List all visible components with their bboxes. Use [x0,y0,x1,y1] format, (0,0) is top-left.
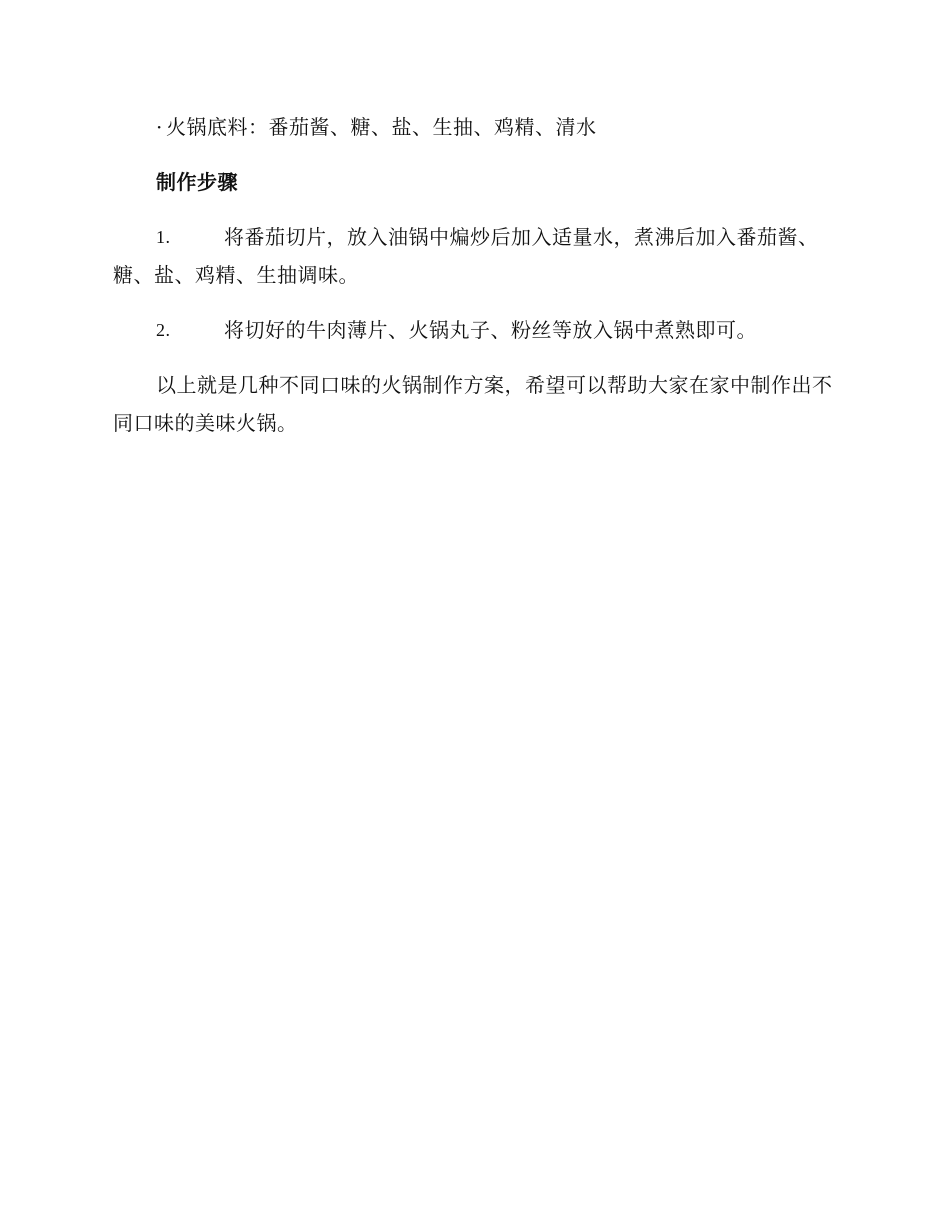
step-text: 将番茄切片，放入油锅中煸炒后加入适量水，煮沸后加入番茄酱、糖、盐、鸡精、生抽调味。 [113,225,819,287]
conclusion-paragraph: 以上就是几种不同口味的火锅制作方案，希望可以帮助大家在家中制作出不同口味的美味火锅。 [113,373,833,435]
step-item [113,218,833,294]
ingredient-text: 火锅底料：番茄酱、糖、盐、生抽、鸡精、清水 [166,115,597,139]
steps-heading: 制作步骤 [156,170,238,194]
step-number: 2. [156,320,171,340]
step-text: 将切好的牛肉薄片、火锅丸子、粉丝等放入锅中煮熟即可。 [224,318,757,342]
document-content [113,108,833,459]
bullet-marker: · [156,115,163,139]
ingredient-bullet [113,108,833,146]
step-number: 1. [156,227,171,247]
step-item [113,311,833,349]
